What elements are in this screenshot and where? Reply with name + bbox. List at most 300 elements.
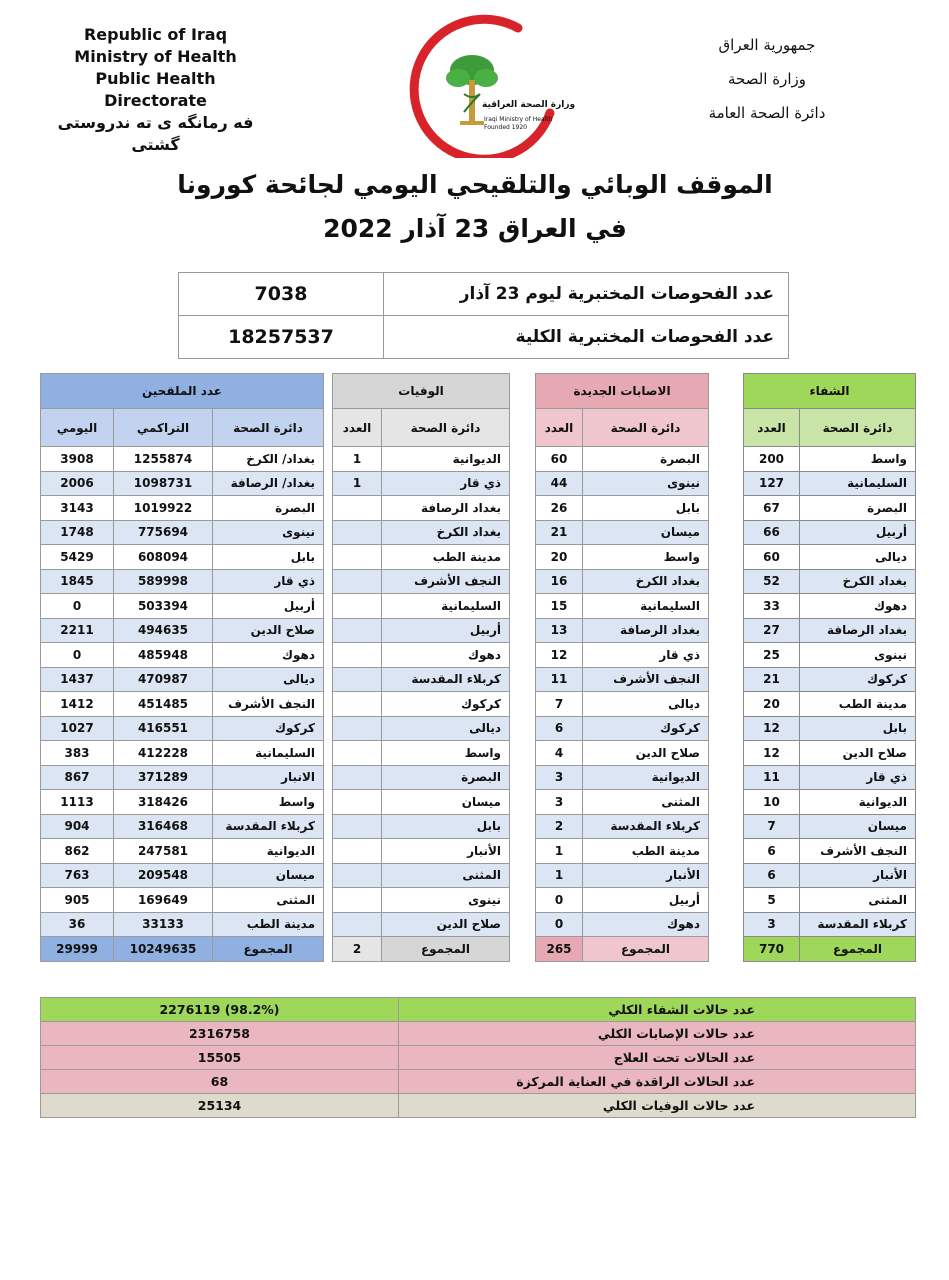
- vaccinated-row: [41, 814, 324, 839]
- deaths-row: [333, 471, 510, 496]
- new-cases-title: الاصابات الجديدة: [536, 374, 709, 409]
- new-cases-row: [536, 790, 709, 815]
- vaccinated-cumulative: 485948: [114, 643, 213, 668]
- new-cases-name: البصرة: [583, 447, 709, 472]
- recovered-name: أربيل: [800, 520, 916, 545]
- new-cases-name: السليمانية: [583, 594, 709, 619]
- recovered-row: [744, 569, 916, 594]
- deaths-row: [333, 594, 510, 619]
- deaths-name: بغداد الكرخ: [382, 520, 510, 545]
- recovered-row: [744, 716, 916, 741]
- new-cases-name: مدينة الطب: [583, 839, 709, 864]
- vaccinated-row: [41, 692, 324, 717]
- new-cases-name: الديوانية: [583, 765, 709, 790]
- recovered-row: [744, 618, 916, 643]
- new-cases-count: 2: [536, 814, 583, 839]
- vaccinated-table: [40, 373, 324, 962]
- deaths-row: [333, 545, 510, 570]
- vaccinated-daily: 862: [41, 839, 114, 864]
- new-cases-total-label: المجموع: [583, 937, 709, 962]
- recovered-row: [744, 765, 916, 790]
- vaccinated-row: [41, 888, 324, 913]
- vaccinated-daily: 36: [41, 912, 114, 937]
- vaccinated-cumulative: 209548: [114, 863, 213, 888]
- vaccinated-cumulative: 503394: [114, 594, 213, 619]
- deaths-name: مدينة الطب: [382, 545, 510, 570]
- deaths-name: ذي قار: [382, 471, 510, 496]
- deaths-row: [333, 667, 510, 692]
- header-left-line: فه رمانگه ى ته ندروستى گشتى: [57, 113, 254, 154]
- recovered-count: 60: [744, 545, 800, 570]
- vaccinated-daily: 867: [41, 765, 114, 790]
- vaccinated-name: السليمانية: [213, 741, 324, 766]
- deaths-count-header: العدد: [333, 409, 382, 447]
- page-subtitle: في العراق 23 آذار 2022: [323, 214, 627, 243]
- vaccinated-row: [41, 863, 324, 888]
- deaths-count: [333, 741, 382, 766]
- recovered-count: 67: [744, 496, 800, 521]
- vaccinated-daily: 905: [41, 888, 114, 913]
- new-cases-row: [536, 471, 709, 496]
- vaccinated-daily: 3143: [41, 496, 114, 521]
- new-cases-count: 44: [536, 471, 583, 496]
- vaccinated-daily: 904: [41, 814, 114, 839]
- vaccinated-name: ذي قار: [213, 569, 324, 594]
- deaths-count: [333, 545, 382, 570]
- deaths-name: بغداد الرصافة: [382, 496, 510, 521]
- new-cases-total: 265: [536, 937, 583, 962]
- new-cases-row: [536, 716, 709, 741]
- deaths-count: [333, 618, 382, 643]
- vaccinated-daily: 1027: [41, 716, 114, 741]
- vaccinated-name: دهوك: [213, 643, 324, 668]
- vaccinated-name: بغداد/ الكرخ: [213, 447, 324, 472]
- recovered-name: الديوانية: [800, 790, 916, 815]
- recovered-name: السليمانية: [800, 471, 916, 496]
- recovered-name: بغداد الرصافة: [800, 618, 916, 643]
- deaths-row: [333, 569, 510, 594]
- new-cases-count: 60: [536, 447, 583, 472]
- recovered-row: [744, 447, 916, 472]
- vaccinated-cumulative: 412228: [114, 741, 213, 766]
- deaths-row: [333, 765, 510, 790]
- vaccinated-row: [41, 716, 324, 741]
- summary-value: 2316758: [41, 1022, 399, 1046]
- vaccinated-name: مدينة الطب: [213, 912, 324, 937]
- vaccinated-cumulative: 775694: [114, 520, 213, 545]
- vaccinated-name: البصرة: [213, 496, 324, 521]
- new-cases-name: كركوك: [583, 716, 709, 741]
- vaccinated-cumulative-header: التراكمي: [114, 409, 213, 447]
- vaccinated-daily: 1845: [41, 569, 114, 594]
- vaccinated-daily: 5429: [41, 545, 114, 570]
- recovered-count: 20: [744, 692, 800, 717]
- deaths-name: بابل: [382, 814, 510, 839]
- vaccinated-row: [41, 765, 324, 790]
- deaths-row: [333, 839, 510, 864]
- deaths-row: [333, 912, 510, 937]
- vaccinated-name: نينوى: [213, 520, 324, 545]
- new-cases-count: 16: [536, 569, 583, 594]
- vaccinated-cumulative: 1255874: [114, 447, 213, 472]
- summary-value: 2276119 (98.2%): [41, 998, 399, 1022]
- header-left-line: Republic of Iraq: [83, 25, 228, 44]
- deaths-row: [333, 790, 510, 815]
- recovered-row: [744, 594, 916, 619]
- recovered-row: [744, 839, 916, 864]
- deaths-count: [333, 716, 382, 741]
- recovered-row: [744, 496, 916, 521]
- new-cases-row: [536, 888, 709, 913]
- vaccinated-daily: 2006: [41, 471, 114, 496]
- vaccinated-total-label: المجموع: [213, 937, 324, 962]
- new-cases-name: أربيل: [583, 888, 709, 913]
- vaccinated-cumulative: 470987: [114, 667, 213, 692]
- deaths-name: كركوك: [382, 692, 510, 717]
- vaccinated-cumulative: 1019922: [114, 496, 213, 521]
- new-cases-row: [536, 569, 709, 594]
- recovered-row: [744, 667, 916, 692]
- deaths-name: ديالى: [382, 716, 510, 741]
- recovered-row: [744, 545, 916, 570]
- new-cases-name: واسط: [583, 545, 709, 570]
- vaccinated-row: [41, 618, 324, 643]
- lab-tests-table: [178, 272, 789, 359]
- summary-table: [40, 997, 916, 1118]
- vaccinated-name: أربيل: [213, 594, 324, 619]
- new-cases-count: 20: [536, 545, 583, 570]
- recovered-total: 770: [744, 937, 800, 962]
- recovered-name: مدينة الطب: [800, 692, 916, 717]
- deaths-row: [333, 716, 510, 741]
- new-cases-count: 3: [536, 790, 583, 815]
- vaccinated-cumulative: 318426: [114, 790, 213, 815]
- deaths-row: [333, 814, 510, 839]
- deaths-row: [333, 447, 510, 472]
- deaths-count: [333, 790, 382, 815]
- vaccinated-row: [41, 569, 324, 594]
- deaths-name: الأنبار: [382, 839, 510, 864]
- vaccinated-daily: 2211: [41, 618, 114, 643]
- vaccinated-daily: 1412: [41, 692, 114, 717]
- new-cases-count: 1: [536, 839, 583, 864]
- recovered-name-header: دائرة الصحة: [800, 409, 916, 447]
- vaccinated-daily: 1113: [41, 790, 114, 815]
- vaccinated-name: الانبار: [213, 765, 324, 790]
- total-tests-value: 18257537: [179, 316, 384, 359]
- deaths-count: 1: [333, 471, 382, 496]
- deaths-name: السليمانية: [382, 594, 510, 619]
- recovered-count: 25: [744, 643, 800, 668]
- recovered-row: [744, 741, 916, 766]
- deaths-count: [333, 888, 382, 913]
- vaccinated-name: كركوك: [213, 716, 324, 741]
- recovered-count: 5: [744, 888, 800, 913]
- recovered-count: 52: [744, 569, 800, 594]
- vaccinated-cumulative: 494635: [114, 618, 213, 643]
- deaths-count: [333, 814, 382, 839]
- vaccinated-name: النجف الأشرف: [213, 692, 324, 717]
- recovered-name: نينوى: [800, 643, 916, 668]
- vaccinated-cumulative: 169649: [114, 888, 213, 913]
- recovered-name: بغداد الكرخ: [800, 569, 916, 594]
- summary-label: عدد الحالات تحت العلاج: [399, 1046, 916, 1070]
- summary-label: عدد حالات الإصابات الكلي: [399, 1022, 916, 1046]
- new-cases-row: [536, 692, 709, 717]
- new-cases-name: بغداد الكرخ: [583, 569, 709, 594]
- recovered-row: [744, 814, 916, 839]
- deaths-row: [333, 618, 510, 643]
- new-cases-table: [535, 373, 709, 962]
- new-cases-name: صلاح الدين: [583, 741, 709, 766]
- recovered-count: 11: [744, 765, 800, 790]
- header-right-line: وزارة الصحة: [728, 70, 806, 88]
- vaccinated-name-header: دائرة الصحة: [213, 409, 324, 447]
- new-cases-name: كربلاء المقدسة: [583, 814, 709, 839]
- deaths-count: [333, 839, 382, 864]
- vaccinated-cumulative: 451485: [114, 692, 213, 717]
- new-cases-count: 13: [536, 618, 583, 643]
- deaths-name: أربيل: [382, 618, 510, 643]
- vaccinated-cumulative: 33133: [114, 912, 213, 937]
- header-left-line: Ministry of Health: [74, 47, 237, 66]
- vaccinated-name: بغداد/ الرصافة: [213, 471, 324, 496]
- vaccinated-row: [41, 643, 324, 668]
- recovered-name: ذي قار: [800, 765, 916, 790]
- vaccinated-row: [41, 912, 324, 937]
- recovered-row: [744, 888, 916, 913]
- header-right-line: جمهورية العراق: [718, 36, 816, 54]
- new-cases-name: ميسان: [583, 520, 709, 545]
- vaccinated-name: الديوانية: [213, 839, 324, 864]
- new-cases-row: [536, 643, 709, 668]
- recovered-row: [744, 912, 916, 937]
- vaccinated-name: ميسان: [213, 863, 324, 888]
- deaths-name: الديوانية: [382, 447, 510, 472]
- deaths-name: صلاح الدين: [382, 912, 510, 937]
- recovered-row: [744, 643, 916, 668]
- vaccinated-daily: 763: [41, 863, 114, 888]
- deaths-count: [333, 863, 382, 888]
- summary-label: عدد حالات الوفيات الكلي: [399, 1094, 916, 1118]
- vaccinated-daily: 1748: [41, 520, 114, 545]
- recovered-name: كربلاء المقدسة: [800, 912, 916, 937]
- vaccinated-row: [41, 471, 324, 496]
- new-cases-name-header: دائرة الصحة: [583, 409, 709, 447]
- vaccinated-cumulative: 247581: [114, 839, 213, 864]
- recovered-count: 10: [744, 790, 800, 815]
- deaths-count: [333, 692, 382, 717]
- deaths-row: [333, 692, 510, 717]
- logo-text-english: Iraqi Ministry of Health: [484, 116, 553, 123]
- recovered-row: [744, 692, 916, 717]
- new-cases-name: النجف الأشرف: [583, 667, 709, 692]
- recovered-count: 127: [744, 471, 800, 496]
- deaths-count: [333, 594, 382, 619]
- recovered-count: 3: [744, 912, 800, 937]
- new-cases-count: 0: [536, 888, 583, 913]
- summary-row: [41, 998, 916, 1022]
- recovered-row: [744, 520, 916, 545]
- recovered-name: البصرة: [800, 496, 916, 521]
- recovered-name: الأنبار: [800, 863, 916, 888]
- recovered-count: 27: [744, 618, 800, 643]
- deaths-name: البصرة: [382, 765, 510, 790]
- new-cases-row: [536, 545, 709, 570]
- vaccinated-row: [41, 520, 324, 545]
- recovered-name: دهوك: [800, 594, 916, 619]
- deaths-name: المثنى: [382, 863, 510, 888]
- vaccinated-daily: 1437: [41, 667, 114, 692]
- logo-text-founded: Founded 1920: [484, 124, 527, 131]
- logo-text-arabic: وزارة الصحة العراقية: [482, 100, 576, 110]
- vaccinated-row: [41, 594, 324, 619]
- recovered-row: [744, 863, 916, 888]
- page-title: الموقف الوبائي والتلقيحي اليومي لجائحة كورونا: [177, 170, 773, 199]
- new-cases-name: المثنى: [583, 790, 709, 815]
- new-cases-name: دهوك: [583, 912, 709, 937]
- new-cases-count: 12: [536, 643, 583, 668]
- deaths-row: [333, 643, 510, 668]
- header-left: [48, 24, 263, 156]
- new-cases-name: الأنبار: [583, 863, 709, 888]
- daily-tests-label: عدد الفحوصات المختبرية ليوم 23 آذار: [384, 273, 789, 316]
- new-cases-count: 6: [536, 716, 583, 741]
- recovered-count: 200: [744, 447, 800, 472]
- deaths-count: [333, 569, 382, 594]
- summary-row: [41, 1046, 916, 1070]
- new-cases-count: 15: [536, 594, 583, 619]
- new-cases-row: [536, 912, 709, 937]
- vaccinated-name: المثنى: [213, 888, 324, 913]
- deaths-count: 1: [333, 447, 382, 472]
- vaccinated-daily: 3908: [41, 447, 114, 472]
- vaccinated-daily: 383: [41, 741, 114, 766]
- deaths-name: النجف الأشرف: [382, 569, 510, 594]
- new-cases-count: 4: [536, 741, 583, 766]
- header-right-line: دائرة الصحة العامة: [708, 104, 826, 122]
- recovered-name: واسط: [800, 447, 916, 472]
- new-cases-row: [536, 667, 709, 692]
- recovered-title: الشفاء: [744, 374, 916, 409]
- ministry-logo: [400, 8, 576, 158]
- vaccinated-row: [41, 447, 324, 472]
- deaths-total: 2: [333, 937, 382, 962]
- new-cases-count: 1: [536, 863, 583, 888]
- summary-row: [41, 1094, 916, 1118]
- summary-row: [41, 1070, 916, 1094]
- vaccinated-cumulative: 316468: [114, 814, 213, 839]
- vaccinated-row: [41, 790, 324, 815]
- vaccinated-total-cumulative: 10249635: [114, 937, 213, 962]
- daily-tests-row: [179, 273, 789, 316]
- daily-tests-value: 7038: [179, 273, 384, 316]
- recovered-row: [744, 790, 916, 815]
- new-cases-row: [536, 618, 709, 643]
- recovered-count: 6: [744, 839, 800, 864]
- new-cases-row: [536, 814, 709, 839]
- vaccinated-cumulative: 589998: [114, 569, 213, 594]
- vaccinated-title: عدد الملقحين: [41, 374, 324, 409]
- recovered-name: المثنى: [800, 888, 916, 913]
- new-cases-row: [536, 765, 709, 790]
- summary-value: 25134: [41, 1094, 399, 1118]
- recovered-count: 12: [744, 716, 800, 741]
- deaths-name: ميسان: [382, 790, 510, 815]
- new-cases-row: [536, 594, 709, 619]
- new-cases-name: ديالى: [583, 692, 709, 717]
- new-cases-name: نينوى: [583, 471, 709, 496]
- deaths-count: [333, 667, 382, 692]
- vaccinated-name: بابل: [213, 545, 324, 570]
- deaths-count: [333, 496, 382, 521]
- vaccinated-cumulative: 1098731: [114, 471, 213, 496]
- deaths-row: [333, 888, 510, 913]
- deaths-table: [332, 373, 510, 962]
- new-cases-count: 21: [536, 520, 583, 545]
- recovered-row: [744, 471, 916, 496]
- new-cases-row: [536, 520, 709, 545]
- summary-value: 15505: [41, 1046, 399, 1070]
- deaths-name: دهوك: [382, 643, 510, 668]
- recovered-name: ميسان: [800, 814, 916, 839]
- recovered-count: 21: [744, 667, 800, 692]
- deaths-row: [333, 863, 510, 888]
- vaccinated-daily: 0: [41, 643, 114, 668]
- header-right: [667, 28, 867, 130]
- deaths-total-label: المجموع: [382, 937, 510, 962]
- recovered-name: كركوك: [800, 667, 916, 692]
- logo-emblem-icon: [400, 8, 560, 158]
- recovered-total-label: المجموع: [800, 937, 916, 962]
- summary-row: [41, 1022, 916, 1046]
- deaths-count: [333, 520, 382, 545]
- recovered-count: 66: [744, 520, 800, 545]
- recovered-table: [743, 373, 916, 962]
- vaccinated-name: كربلاء المقدسة: [213, 814, 324, 839]
- vaccinated-name: ديالى: [213, 667, 324, 692]
- new-cases-count: 26: [536, 496, 583, 521]
- total-tests-row: [179, 316, 789, 359]
- recovered-count: 12: [744, 741, 800, 766]
- new-cases-row: [536, 447, 709, 472]
- new-cases-name: بغداد الرصافة: [583, 618, 709, 643]
- summary-label: عدد حالات الشفاء الكلي: [399, 998, 916, 1022]
- header-left-line: Public Health Directorate: [95, 69, 216, 110]
- vaccinated-name: صلاح الدين: [213, 618, 324, 643]
- recovered-name: ديالى: [800, 545, 916, 570]
- total-tests-label: عدد الفحوصات المختبرية الكلية: [384, 316, 789, 359]
- vaccinated-name: واسط: [213, 790, 324, 815]
- new-cases-count-header: العدد: [536, 409, 583, 447]
- new-cases-count: 0: [536, 912, 583, 937]
- new-cases-count: 3: [536, 765, 583, 790]
- vaccinated-daily-header: اليومي: [41, 409, 114, 447]
- deaths-count: [333, 912, 382, 937]
- new-cases-row: [536, 863, 709, 888]
- vaccinated-row: [41, 839, 324, 864]
- recovered-count: 6: [744, 863, 800, 888]
- summary-label: عدد الحالات الراقدة في العناية المركزة: [399, 1070, 916, 1094]
- new-cases-row: [536, 741, 709, 766]
- recovered-count: 7: [744, 814, 800, 839]
- deaths-name: واسط: [382, 741, 510, 766]
- deaths-row: [333, 741, 510, 766]
- new-cases-count: 11: [536, 667, 583, 692]
- deaths-name: نينوى: [382, 888, 510, 913]
- deaths-row: [333, 520, 510, 545]
- vaccinated-row: [41, 741, 324, 766]
